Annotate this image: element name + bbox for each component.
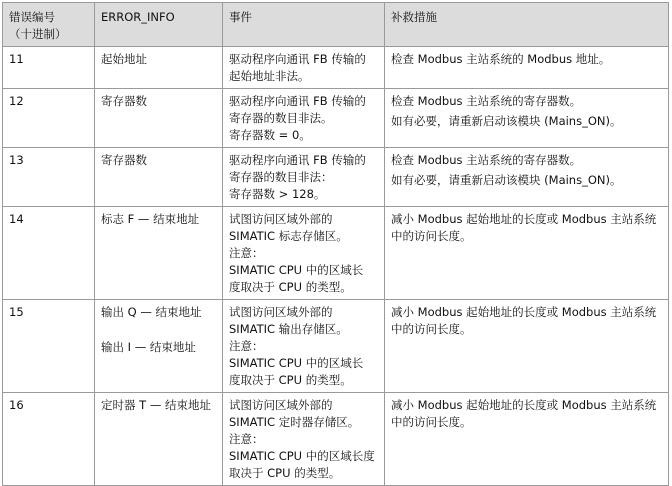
event-text: 起始地址非法。 (229, 69, 310, 83)
error-info-text: 寄存器数 (101, 94, 147, 108)
event-text: 寄存器数 = 0。 (229, 128, 311, 142)
table-row (3, 300, 669, 393)
event-cell (223, 207, 385, 300)
error-info-cell (95, 148, 223, 207)
table-row (3, 148, 669, 207)
header-row (3, 3, 669, 47)
event-text: 度取决于 CPU 的类型。 (229, 280, 352, 294)
error-info-cell (95, 89, 223, 148)
remedy-text: 中的访问长度。 (391, 229, 472, 243)
event-text: SIMATIC CPU 中的区域长 (229, 263, 364, 277)
remedy-text: 减小 Modbus 起始地址的长度或 Modbus 主站系统 (391, 398, 657, 412)
event-text: 寄存器的数目非法： (229, 170, 333, 184)
error-code-cell: 11 (3, 47, 95, 89)
remedy-cell (385, 300, 669, 393)
error-info-cell (95, 207, 223, 300)
header-remedy: 补救措施 (385, 3, 669, 47)
remedy-text: 中的访问长度。 (391, 322, 472, 336)
header-error-code-line: 错误编号 (9, 10, 55, 24)
table-row (3, 393, 669, 486)
event-text: SIMATIC 标志存储区。 (229, 229, 348, 243)
event-text: 试图访问区域外部的 (229, 305, 333, 319)
table-row (3, 89, 669, 148)
remedy-cell (385, 207, 669, 300)
event-cell (223, 148, 385, 207)
header-error-info: ERROR_INFO (95, 3, 223, 47)
error-info-text: 寄存器数 (101, 153, 147, 167)
event-cell (223, 300, 385, 393)
event-text: 驱动程序向通讯 FB 传输的 (229, 153, 366, 167)
remedy-text: 如有必要，请重新启动该模块 (Mains_ON)。 (391, 114, 622, 128)
remedy-text: 检查 Modbus 主站系统的寄存器数。 (391, 94, 582, 108)
event-text: 注意： (229, 246, 264, 260)
event-text: SIMATIC 输出存储区。 (229, 322, 348, 336)
table-row (3, 207, 669, 300)
error-code-table (2, 2, 669, 486)
event-text: 注意： (229, 432, 264, 446)
event-text: 寄存器的数目非法。 (229, 111, 333, 125)
line-gap (101, 321, 216, 339)
table-row (3, 47, 669, 89)
remedy-text: 减小 Modbus 起始地址的长度或 Modbus 主站系统 (391, 305, 657, 319)
event-text: 试图访问区域外部的 (229, 212, 333, 226)
event-cell (223, 89, 385, 148)
event-text: 取决于 CPU 的类型。 (229, 466, 341, 480)
event-text: 注意： (229, 339, 264, 353)
error-code-cell: 12 (3, 89, 95, 148)
event-cell (223, 47, 385, 89)
remedy-text: 检查 Modbus 主站系统的寄存器数。 (391, 153, 582, 167)
header-error-code (3, 3, 95, 47)
event-text: SIMATIC 定时器存储区。 (229, 415, 360, 429)
header-error-code-line: （十进制） (9, 27, 67, 41)
error-code-cell: 15 (3, 300, 95, 393)
error-info-text: 定时器 T — 结束地址 (101, 398, 211, 412)
remedy-text: 检查 Modbus 主站系统的 Modbus 地址。 (391, 52, 611, 66)
event-text: 驱动程序向通讯 FB 传输的 (229, 52, 366, 66)
error-info-cell (95, 47, 223, 89)
error-code-cell: 13 (3, 148, 95, 207)
event-text: SIMATIC CPU 中的区域长度 (229, 449, 375, 463)
event-text: 度取决于 CPU 的类型。 (229, 373, 352, 387)
error-info-cell (95, 300, 223, 393)
remedy-cell (385, 393, 669, 486)
error-info-cell (95, 393, 223, 486)
event-text: SIMATIC CPU 中的区域长 (229, 356, 364, 370)
error-code-cell: 14 (3, 207, 95, 300)
remedy-cell (385, 89, 669, 148)
error-info-text: 标志 F — 结束地址 (101, 212, 200, 226)
error-info-text: 输出 Q — 结束地址 (101, 305, 202, 319)
error-code-cell: 16 (3, 393, 95, 486)
remedy-text: 如有必要，请重新启动该模块 (Mains_ON)。 (391, 173, 622, 187)
header-event: 事件 (223, 3, 385, 47)
remedy-cell (385, 47, 669, 89)
event-text: 试图访问区域外部的 (229, 398, 333, 412)
event-cell (223, 393, 385, 486)
remedy-cell (385, 148, 669, 207)
remedy-text: 中的访问长度。 (391, 415, 472, 429)
error-info-text: 输出 I — 结束地址 (101, 340, 196, 354)
remedy-text: 减小 Modbus 起始地址的长度或 Modbus 主站系统 (391, 212, 657, 226)
error-info-text: 起始地址 (101, 52, 147, 66)
event-text: 寄存器数 > 128。 (229, 187, 326, 201)
event-text: 驱动程序向通讯 FB 传输的 (229, 94, 366, 108)
